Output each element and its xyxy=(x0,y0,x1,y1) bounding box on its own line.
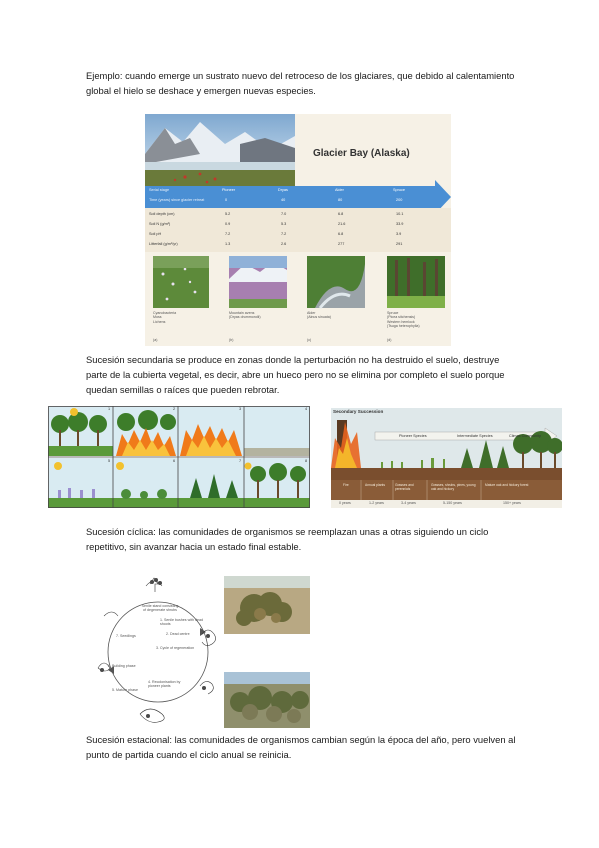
stage-label: Pioneer xyxy=(222,188,236,192)
panel-number: 6 xyxy=(173,459,176,463)
table-row-label: Soil pH xyxy=(149,232,162,236)
soil-label: Annual plants xyxy=(365,483,385,487)
panel-number: 5 xyxy=(108,459,111,463)
cycle-label: 4. Recolonisation by pioneer plants xyxy=(148,680,181,689)
table-cell: 277 xyxy=(338,242,345,246)
panel-letter: (c) xyxy=(307,338,312,342)
arrow-row-time: Time (years) since glacier retreat xyxy=(149,198,205,202)
cyclic-cycle-illustration xyxy=(90,576,226,726)
photo-caption: Mountain avens (Dryas drummondii) xyxy=(229,311,261,320)
table-row-label: Litterfall (g/m²/yr) xyxy=(149,242,178,246)
stage-label: Climax Community xyxy=(509,434,541,438)
table-cell: 5.2 xyxy=(225,212,231,216)
table-cell: 7.0 xyxy=(281,212,287,216)
time-value: 200 xyxy=(396,198,403,202)
soil-label: Grasses and perennials xyxy=(395,483,414,491)
cycle-label: 1. Senile bushes with dead shoots xyxy=(160,618,203,627)
table-cell: 0.9 xyxy=(225,222,231,226)
glacier-bay-figure xyxy=(145,114,451,346)
photo-caption: Spruce (Picea sitchensis) Western hemlock (Tsuga heterophylla) xyxy=(387,311,420,329)
paragraph-seasonal-succession: Sucesión estacional: las comunidades de organismos cambian según la época del año, pero vuelven al punto de partida cuando el ciclo anual se reinicia. xyxy=(86,734,516,760)
stage-label: Dryas xyxy=(278,188,288,192)
cycle-label: Senile stand consisting of degenerate shrubs xyxy=(141,604,179,613)
panel-number: 7 xyxy=(239,459,242,463)
panel-number: 3 xyxy=(239,407,242,411)
table-cell: 6.8 xyxy=(338,232,344,236)
soil-label: Mature oak and hickory forest xyxy=(485,483,529,487)
secondary-succession-diagram xyxy=(331,408,562,508)
table-cell: 1.3 xyxy=(225,242,231,246)
panel-number: 2 xyxy=(173,407,176,411)
secondary-diagram-title: Secondary Succession xyxy=(333,409,384,414)
panel-number: 1 xyxy=(108,407,111,411)
table-cell: 2.6 xyxy=(281,242,287,246)
cycle-label: 6. Building phase xyxy=(108,664,136,668)
shrub-photo-bottom xyxy=(224,672,310,728)
table-cell: 33.9 xyxy=(396,222,404,226)
table-cell: 3.9 xyxy=(396,232,402,236)
panel-letter: (b) xyxy=(229,338,234,342)
cycle-label: 3. Cycle of regeneration xyxy=(156,646,195,650)
time-value: 0 xyxy=(225,198,228,202)
years-label: 3-4 years xyxy=(401,501,416,505)
years-label: 5-150 years xyxy=(443,501,462,505)
fire-strip-illustration xyxy=(48,406,310,508)
table-cell: 6.8 xyxy=(338,212,344,216)
time-value: 80 xyxy=(338,198,343,202)
shrub-photo-top-image xyxy=(224,576,310,634)
cyclic-succession-diagram xyxy=(90,576,226,726)
cycle-label: 5. Mature phase xyxy=(112,688,138,692)
cycle-label: 2. Dead centre xyxy=(166,632,190,636)
years-label: 150+ years xyxy=(503,501,521,505)
table-cell: 5.3 xyxy=(281,222,287,226)
fire-succession-strip xyxy=(48,406,310,508)
time-value: 40 xyxy=(281,198,286,202)
table-cell: 7.2 xyxy=(225,232,231,236)
table-cell: 291 xyxy=(396,242,403,246)
stage-label: Spruce xyxy=(393,188,406,192)
panel-number: 4 xyxy=(305,407,308,411)
glacier-figure-title: Glacier Bay (Alaska) xyxy=(313,148,410,159)
panel-number: 8 xyxy=(305,459,308,463)
table-cell: 10.1 xyxy=(396,212,404,216)
years-label: 0 years xyxy=(339,501,351,505)
arrow-row-serial-stage: Serial stage xyxy=(149,188,170,192)
photo-caption: Cyanobacteria Moss Lichens xyxy=(153,311,177,324)
stage-label: Pioneer Species xyxy=(399,434,427,438)
table-cell: 21.6 xyxy=(338,222,346,226)
table-row-label: Soil depth (cm) xyxy=(149,212,175,216)
panel-letter: (d) xyxy=(387,338,392,342)
stage-label: Alder xyxy=(335,188,344,192)
paragraph-primary-example: Ejemplo: cuando emerge un sustrato nuevo del retroceso de los glaciares, que debido al calentamiento global el hielo se deshace y emergen nuevas especies. xyxy=(86,70,515,96)
cycle-label: 7. Seedlings xyxy=(116,634,136,638)
shrub-photo-top xyxy=(224,576,310,634)
panel-letter: (a) xyxy=(153,338,158,342)
stage-label: Intermediate Species xyxy=(457,434,493,438)
table-cell: 7.2 xyxy=(281,232,287,236)
years-label: 1-2 years xyxy=(369,501,384,505)
photo-caption: Alder (Alnus sinuata) xyxy=(307,311,331,320)
paragraph-secondary-succession: Sucesión secundaria se produce en zonas donde la perturbación no ha destruido el suelo, destruye parte de la cubierta vegetal, es decir, abre un hueco pero no se elimina por completo el suelo porque quedan semillas o raíces que pueden rebrotar. xyxy=(86,354,505,395)
table-row-label: Soil N (g/m²) xyxy=(149,222,171,226)
soil-label: Fire xyxy=(343,483,349,487)
shrub-photo-bottom-image xyxy=(224,672,310,728)
secondary-succession-illustration xyxy=(331,408,562,508)
soil-label: Grasses, shrubs, pines, young oak and hickory xyxy=(431,483,476,491)
paragraph-cyclic-succession: Sucesión cíclica: las comunidades de organismos se reemplazan unas a otras siguiendo un ciclo repetitivo, sin avanzar hacia un estado final estable. xyxy=(86,526,489,552)
